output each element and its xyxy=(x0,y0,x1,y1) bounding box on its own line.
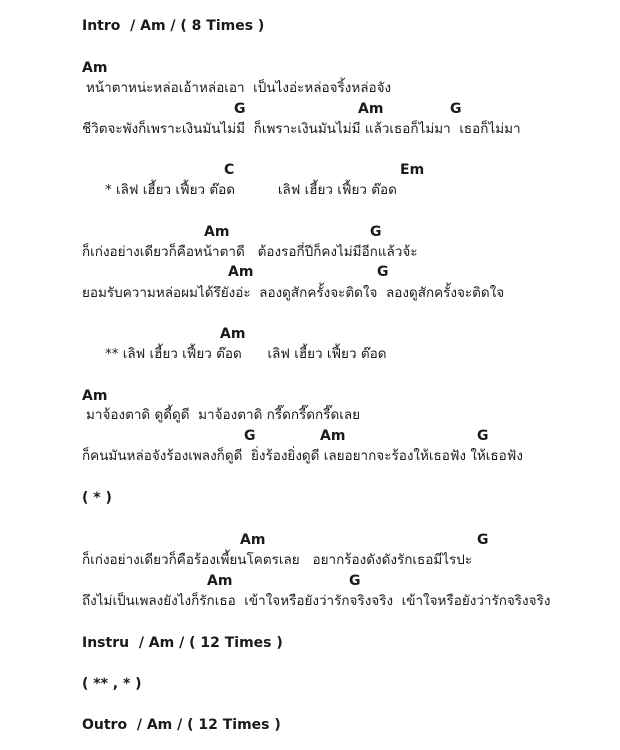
chord: C xyxy=(224,162,235,178)
chorus-line: ** เลิฟ เฮี้ยว เฟี้ยว ต๊อด เลิฟ เฮี้ยว เฟี้ยว ต๊อด xyxy=(105,346,387,362)
repeat-marker: ( ** , * ) xyxy=(82,676,142,692)
chord: G xyxy=(377,264,389,280)
chord: Am xyxy=(320,428,346,444)
lyric-line: ชีวิตจะพังก็เพราะเงินมันไม่มี ก็เพราะเงินมันไม่มี แล้วเธอก็ไม่มา เธอก็ไม่มา xyxy=(82,121,521,137)
chord: Am xyxy=(82,60,108,76)
chord: Am xyxy=(204,224,230,240)
chord: Am xyxy=(220,326,246,342)
instru-line: Instru / Am / ( 12 Times ) xyxy=(82,635,283,651)
lyric-line: ก็คนมันหล่อจังร้องเพลงก็ดูดี ยิ่งร้องยิ่งดูดี เลยอยากจะร้องให้เธอฟัง ให้เธอฟัง xyxy=(82,448,523,464)
repeat-marker: ( * ) xyxy=(82,490,112,506)
lyric-line: หน้าตาหน่ะหล่อเอ้าหล่อเอา เป็นไงอ่ะหล่อจริ้งหล่อจัง xyxy=(86,80,392,96)
outro-line: Outro / Am / ( 12 Times ) xyxy=(82,717,281,733)
chord: G xyxy=(234,101,246,117)
intro-line: Intro / Am / ( 8 Times ) xyxy=(82,18,265,34)
chord: Am xyxy=(240,532,266,548)
chord: Am xyxy=(207,573,233,589)
chord: G xyxy=(370,224,382,240)
lyric-line: มาจ้องตาดิ ดูดี้ดูดี มาจ้องตาดิ กรี๊ดกรี๊ดกรี๊ดเลย xyxy=(86,407,361,423)
chord: G xyxy=(349,573,361,589)
chord: Am xyxy=(228,264,254,280)
chord: G xyxy=(244,428,256,444)
chord: Em xyxy=(400,162,425,178)
lyric-line: ยอมรับความหล่อผมได้รึยังอ่ะ ลองดูสักครั้งจะติดใจ ลองดูสักครั้งจะติดใจ xyxy=(82,285,505,301)
chord: Am xyxy=(82,388,108,404)
chord: Am xyxy=(358,101,384,117)
chord: G xyxy=(450,101,462,117)
chorus-line: * เลิฟ เฮี้ยว เฟี้ยว ต๊อด เลิฟ เฮี้ยว เฟี้ยว ต๊อด xyxy=(105,182,397,198)
chord: G xyxy=(477,428,489,444)
chord: G xyxy=(477,532,489,548)
lyric-line: ถึงไม่เป็นเพลงยังไงก็รักเธอ เข้าใจหรือยังว่ารักจริงจริง เข้าใจหรือยังว่ารักจริงจริง xyxy=(82,593,551,609)
lyric-line: ก็เก่งอย่างเดียวก็คือหน้าตาดี ต้องรอกี่ปีก็คงไม่มีอีกแล้วจ้ะ xyxy=(82,244,418,260)
lyric-line: ก็เก่งอย่างเดียวก็คือร้องเพี้ยนโคตรเลย อยากร้องดังดังรักเธอมีไรปะ xyxy=(82,552,473,568)
